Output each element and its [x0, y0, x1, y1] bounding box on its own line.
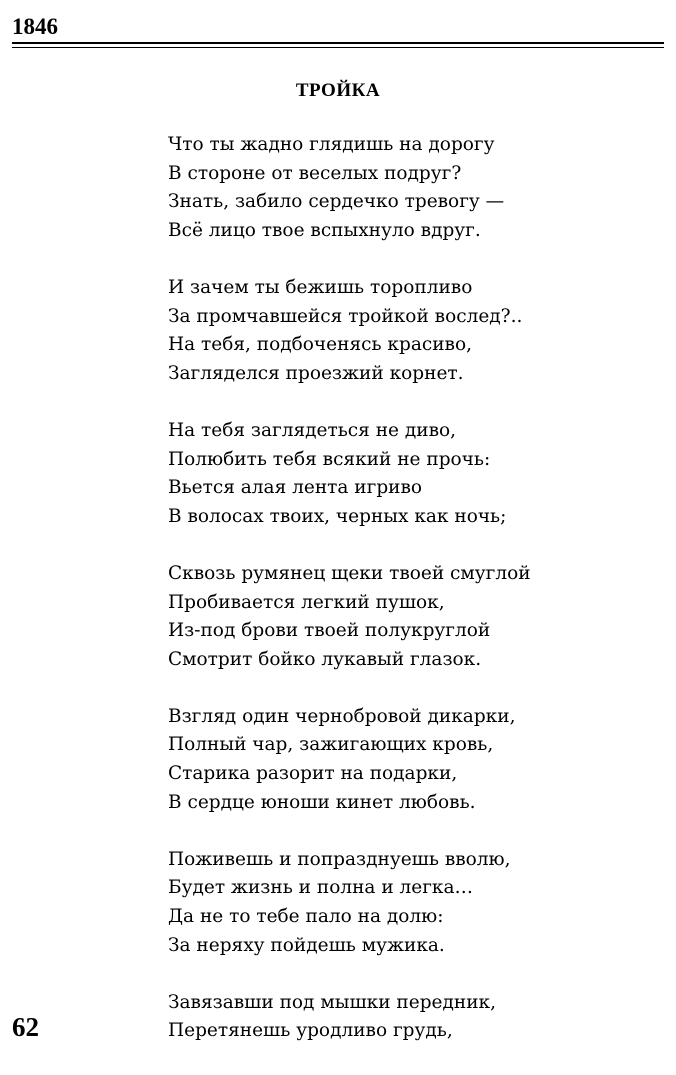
- page-number: 62: [12, 1012, 39, 1042]
- poem-line: Поживешь и попразднуешь вволю,: [168, 848, 511, 870]
- stanza-5: [168, 703, 531, 817]
- poem-line: В сердце юноши кинет любовь.: [168, 791, 476, 813]
- poem-line: За промчавшейся тройкой вослед?..: [168, 305, 523, 327]
- poem-body: [168, 131, 531, 1075]
- poem-line: Перетянешь уродливо грудь,: [168, 1020, 453, 1042]
- poem-line: Пробивается легкий пушок,: [168, 591, 445, 613]
- poem-title: ТРОЙКА: [295, 80, 381, 101]
- stanza-2: [168, 274, 531, 388]
- stanza-7: [168, 989, 531, 1046]
- header-rule-thin: [12, 47, 664, 48]
- poem-line: Что ты жадно глядишь на дорогу: [168, 134, 495, 155]
- poem-line: Загляделся проезжий корнет.: [168, 362, 464, 384]
- stanza-4: [168, 560, 531, 674]
- poem-line: Завязавши под мышки передник,: [168, 991, 496, 1013]
- poem-line: Смотрит бойко лукавый глазок.: [168, 648, 482, 670]
- poem-line: На тебя, подбоченясь красиво,: [168, 334, 472, 356]
- poem-line: Вьется алая лента игриво: [168, 477, 423, 499]
- poem-line: Из-под брови твоей полукруглой: [168, 620, 491, 642]
- poem-line: В волосах твоих, черных как ночь;: [168, 505, 507, 527]
- poem-line: За неряху пойдешь мужика.: [168, 934, 445, 956]
- poem-line: Знать, забило сердечко тревогу —: [168, 191, 505, 213]
- poem-line: На тебя заглядеться не диво,: [168, 419, 457, 441]
- poem-line: Всё лицо твое вспыхнуло вдруг.: [168, 219, 481, 241]
- poem-line: Полный чар, зажигающих кровь,: [168, 734, 494, 756]
- poem-line: В стороне от веселых подруг?: [168, 162, 462, 184]
- poem-line: Полюбить тебя всякий не прочь:: [168, 448, 491, 470]
- stanza-3: [168, 417, 531, 531]
- stanza-1: [168, 131, 531, 245]
- poem-line: Старика разорит на подарки,: [168, 763, 458, 785]
- stanza-6: [168, 846, 531, 960]
- poem-line: Да не то тебе пало на долю:: [168, 906, 444, 928]
- poem-line: Будет жизнь и полна и легка…: [168, 877, 474, 899]
- poem-line: И зачем ты бежишь торопливо: [168, 276, 473, 298]
- running-head-year: 1846: [12, 14, 58, 39]
- header-rule-thick: [12, 42, 664, 44]
- poem-line: Сквозь румянец щеки твоей смуглой: [168, 562, 531, 584]
- poem-line: Взгляд один чернобровой дикарки,: [168, 705, 516, 727]
